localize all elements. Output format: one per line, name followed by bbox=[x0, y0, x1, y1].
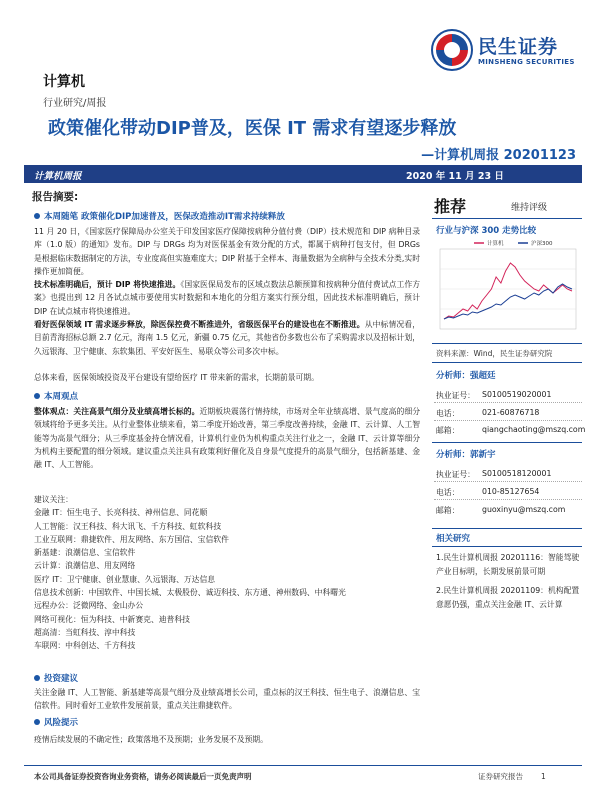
chart-legend bbox=[474, 239, 553, 247]
bullet-text: 本周观点 bbox=[44, 392, 79, 402]
report-subtitle: —计算机周报 20201123 bbox=[421, 148, 576, 163]
section-bullet-advice bbox=[34, 672, 78, 684]
logo-name-en: MINSHENG SECURITIES bbox=[478, 58, 575, 66]
footer-disclaimer: 本公司具备证券投资咨询业务资格，请务必阅读最后一页免责声明 bbox=[34, 772, 252, 781]
series-line-1 bbox=[444, 284, 572, 319]
stock-list-item: 工业互联网：鼎捷软件、用友网络、东方国信、宝信软件 bbox=[34, 534, 229, 544]
bullet-text: 投资建议 bbox=[44, 674, 79, 684]
cert-label: 执业证号： bbox=[436, 470, 475, 479]
paragraph-lead: 看好医保领域 IT 需求逐步释放，除医保控费不断推进外，省级医保平台的建设也在不断推进。 bbox=[34, 320, 365, 329]
section-bullet-weekly bbox=[34, 210, 285, 222]
bullet-dot-icon bbox=[34, 719, 40, 725]
paragraph-body: 从中标情况看，目前青海招标总额 2.7 亿元，海南 1.5 亿元，新疆 0.75 亿元，其他省份多数也公布了采购需求以及招标计划，久远银海、卫宁健康、东软集团、平安好医生、易联众等公司多次中标。 bbox=[34, 320, 421, 356]
dotted-divider bbox=[434, 420, 582, 421]
analyst1-email-row bbox=[436, 425, 586, 436]
legend-label: 计算机 bbox=[487, 241, 504, 247]
paragraph-body: 近期板块震荡行情持续，市场对全年业绩高增、景气度高的细分领域将给予更多关注。从行业整体业绩来看，第二季度开始改善，第三季度改善持续，金融 IT、云计算、人工智能等为高景气细分；从三季度基金持仓情况看，计算机行业仍为机构重点关注行业之一，金融 IT、云计算等细分为机构主要配置的细分领域。建议重点关注具有政策利好催化及自身景气度提升的高景气细分，包括新基建、金融 IT、人工智能。 bbox=[34, 407, 421, 470]
recommended-stock-list bbox=[34, 493, 420, 653]
rating: 维持评级 bbox=[511, 203, 548, 213]
analyst1-phone-row bbox=[436, 408, 540, 419]
footer-divider bbox=[24, 765, 582, 766]
header-bar bbox=[24, 165, 582, 183]
divider bbox=[432, 442, 582, 443]
bullet-dot-icon bbox=[34, 393, 40, 399]
divider bbox=[432, 362, 582, 363]
phone-label: 电话： bbox=[436, 488, 460, 497]
bullet-text: 本周随笔 政策催化DIP加速普及，医保改造推动IT需求持续释放 bbox=[44, 212, 285, 222]
recommendation: 推荐 bbox=[434, 197, 467, 216]
email-link[interactable]: guoxinyu@mszq.com bbox=[482, 505, 566, 514]
divider bbox=[432, 528, 582, 529]
summary-heading: 报告摘要: bbox=[32, 191, 79, 203]
paragraph-body: 《国家医保局发布的区域点数法总额预算和按病种分值付费试点工作方案》也提出到 12 月各试点城市要使用实时数据和本地化的分组方案实行预分组，因此技术标准明确后，预计 DIP 在试点城市将快速推进。 bbox=[34, 280, 421, 316]
footer-report-kind: 证券研究报告 bbox=[478, 772, 523, 781]
email-label: 邮箱： bbox=[436, 426, 460, 435]
related-report-1[interactable]: 1.民生计算机周报 20201116：智能驾驶产业目标明，长期发展前景可期 bbox=[436, 553, 580, 576]
analyst1-heading: 分析师：强超廷 bbox=[436, 371, 496, 381]
company-logo bbox=[430, 28, 590, 76]
paragraph-investment-advice: 关注金融 IT、人工智能、新基建等高景气细分及业绩高增长公司，重点标的汉王科技、恒生电子、浪潮信息、宝信软件。同时看好工业软件发展前景，重点关注鼎捷软件。 bbox=[34, 688, 420, 711]
bullet-dot-icon bbox=[34, 675, 40, 681]
related-report-2[interactable]: 2.民生计算机周报 20201109：机构配置意愿仍强，重点关注金融 IT、云计算 bbox=[436, 586, 580, 609]
phone-value: 021-60876718 bbox=[482, 408, 540, 417]
dotted-divider bbox=[434, 481, 582, 482]
paragraph-lead: 技术标准明确后，预计 DIP 将快速推进。 bbox=[34, 280, 181, 289]
email-link[interactable]: qiangchaoting@mszq.com bbox=[482, 425, 586, 434]
cert-value: S0100519020001 bbox=[482, 390, 552, 399]
report-type: 行业研究/周报 bbox=[43, 98, 107, 109]
stock-list-item: 信息技术创新：中国软件、中国长城、太极股份、诚迈科技、东方通、神州数码、中科曙光 bbox=[34, 588, 346, 598]
dotted-divider bbox=[434, 402, 582, 403]
phone-label: 电话： bbox=[436, 409, 460, 418]
bullet-text: 风险提示 bbox=[44, 718, 79, 728]
analyst2-cert-row bbox=[436, 469, 552, 480]
chart-source: 资料来源：Wind，民生证券研究院 bbox=[436, 349, 553, 358]
chart-lines bbox=[444, 263, 572, 319]
stock-list-item: 新基建：浪潮信息、宝信软件 bbox=[34, 548, 136, 558]
analyst1-cert-row bbox=[436, 390, 552, 401]
stock-list-item: 网络可视化：恒为科技、中新赛克、迪普科技 bbox=[34, 614, 190, 624]
legend-label: 沪深300 bbox=[531, 241, 553, 247]
paragraph-overall-view bbox=[34, 405, 420, 471]
section-bullet-view bbox=[34, 390, 78, 402]
cert-label: 执业证号： bbox=[436, 391, 475, 400]
divider bbox=[432, 343, 582, 344]
cert-value: S0100518120001 bbox=[482, 469, 552, 478]
paragraph-medical-it bbox=[34, 318, 420, 358]
paragraph-lead: 整体观点：关注高景气细分及业绩高增长标的。 bbox=[34, 407, 200, 416]
chart-heading: 行业与沪深 300 走势比较 bbox=[436, 226, 537, 236]
email-label: 邮箱： bbox=[436, 506, 460, 515]
dotted-divider bbox=[434, 499, 582, 500]
stock-list-item: 车联网：中科创达、千方科技 bbox=[34, 641, 136, 651]
analyst2-heading: 分析师：郭新宇 bbox=[436, 450, 496, 460]
logo-name-cn: 民生证券 bbox=[478, 36, 559, 58]
stock-list-item: 金融 IT：恒生电子、长亮科技、神州信息、同花顺 bbox=[34, 508, 208, 518]
paragraph-outlook: 总体来看，医保领域投资及平台建设有望给医疗 IT 带来新的需求，长期前景可期。 bbox=[34, 373, 319, 382]
paragraph-dip-policy: 11 月 20 日，《国家医疗保障局办公室关于印发国家医疗保障按病种分值付费（DIP）技术规范和 DIP 病种目录库（1.0 版）的通知》发布。DIP 与 DRGs 均为对医保基金有效分配的方式，都属于病种打包支付，但 DRGs 是根据临床数据制定的方法，专业度高但实施难度大；DIP 附基于全样本、海量数据为全病种与全技术分类,实时操作更加简便。 bbox=[34, 227, 420, 276]
report-title: 政策催化带动DIP普及，医保 IT 需求有望逐步释放 bbox=[48, 118, 457, 139]
stock-list-item: 人工智能：汉王科技、科大讯飞、千方科技、虹软科技 bbox=[34, 521, 222, 531]
analyst2-email-row bbox=[436, 505, 566, 516]
analyst2-phone-row bbox=[436, 487, 540, 498]
divider bbox=[432, 218, 582, 219]
paragraph-dip-standard bbox=[34, 278, 420, 318]
paragraph-risk: 疫情后续发展的不确定性；政策落地不及预期；业务发展不及预期。 bbox=[34, 735, 268, 744]
stock-list-item: 医疗 IT：卫宁健康、创业慧康、久远银海、万达信息 bbox=[34, 574, 216, 584]
minsheng-logo-icon bbox=[430, 28, 474, 72]
divider bbox=[432, 546, 582, 547]
stock-list-item: 云计算：浪潮信息、用友网络 bbox=[34, 561, 136, 571]
stock-list-item: 远程办公：泛微网络、金山办公 bbox=[34, 601, 144, 611]
industry-label: 计算机 bbox=[43, 74, 85, 90]
bullet-dot-icon bbox=[34, 213, 40, 219]
report-date: 2020 年 11 月 23 日 bbox=[406, 171, 504, 182]
stock-list-item: 超高清：当虹科技、淳中科技 bbox=[34, 627, 136, 637]
stock-list-heading: 建议关注： bbox=[34, 495, 73, 504]
page-number: 1 bbox=[541, 772, 546, 781]
related-research-heading: 相关研究 bbox=[436, 534, 471, 544]
footer-info bbox=[478, 771, 564, 782]
phone-value: 010-85127654 bbox=[482, 487, 540, 496]
series-line-0 bbox=[444, 263, 572, 319]
section-bullet-risk bbox=[34, 716, 78, 728]
bar-series-label: 计算机周报 bbox=[34, 171, 82, 182]
trend-chart bbox=[434, 235, 582, 335]
